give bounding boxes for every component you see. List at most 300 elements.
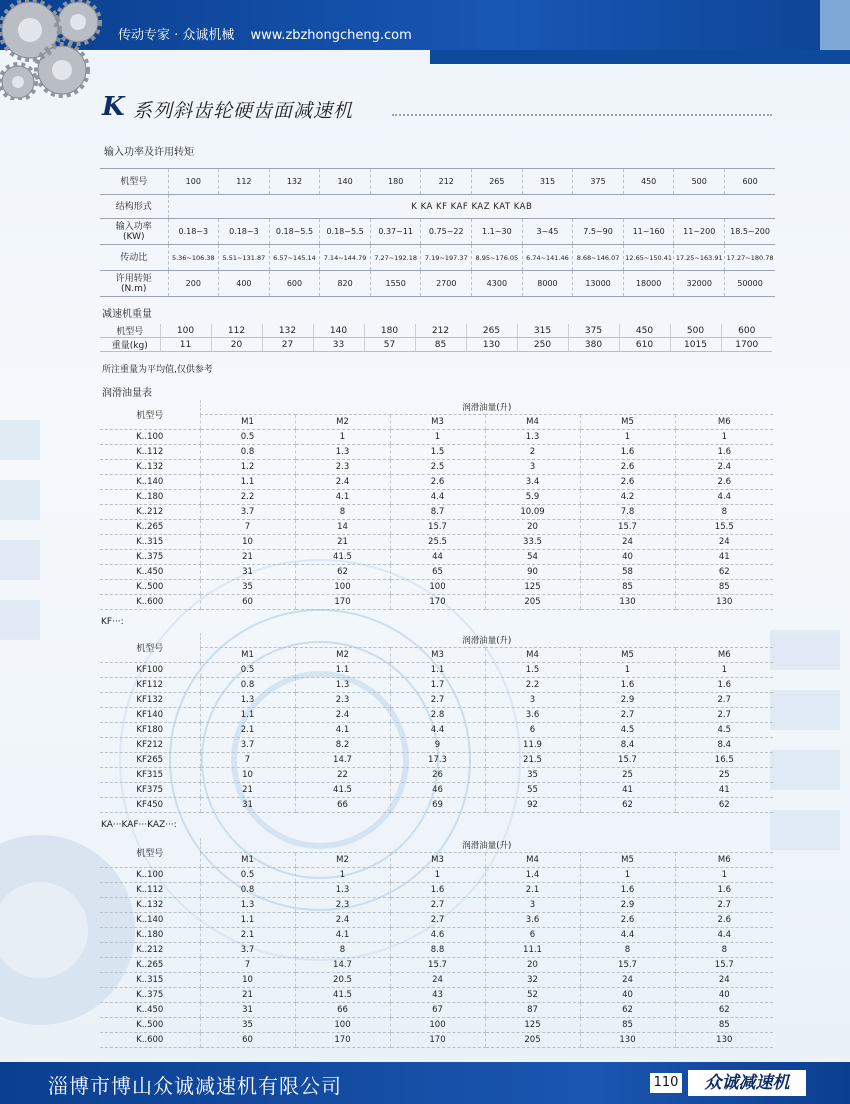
oil-value-cell: 205 [485, 595, 580, 610]
oil-value-cell: 20 [485, 958, 580, 973]
table-row [100, 678, 773, 693]
table-row [100, 475, 773, 490]
oil-value-cell: 2.6 [580, 475, 675, 490]
table-row [100, 550, 773, 565]
oil-value-cell: 1.1 [200, 708, 295, 723]
oil-value-cell: 85 [675, 580, 773, 595]
oil-value-cell: 8.2 [295, 738, 390, 753]
position-header: M6 [675, 648, 773, 663]
position-header: M4 [485, 648, 580, 663]
oil-model-cell: K..315 [100, 973, 200, 988]
oil-value-cell: 21 [200, 783, 295, 798]
power-model-cell: 212 [421, 169, 472, 195]
oil-value-cell: 8 [580, 943, 675, 958]
oil-value-cell: 2.7 [580, 708, 675, 723]
oil-value-cell: 1 [390, 868, 485, 883]
oil-value-cell: 25 [675, 768, 773, 783]
gears-icon [0, 0, 120, 100]
oil-value-cell: 66 [295, 1003, 390, 1018]
oil-value-cell: 10 [200, 973, 295, 988]
table-row [100, 883, 773, 898]
oil-amount-header: 润滑油量(升) [200, 633, 773, 648]
weight-cell: 20 [211, 338, 262, 352]
oil-value-cell: 2.9 [580, 693, 675, 708]
oil-model-cell: KF265 [100, 753, 200, 768]
table-row [100, 738, 773, 753]
oil-value-cell: 2.7 [675, 898, 773, 913]
oil-position-row [100, 648, 773, 663]
weight-table [100, 324, 772, 352]
position-header: M6 [675, 415, 773, 430]
oil-value-cell: 130 [675, 1033, 773, 1048]
table-row [100, 708, 773, 723]
power-cell: 0.18~3 [219, 219, 270, 245]
oil-value-cell: 170 [390, 595, 485, 610]
oil-value-cell: 130 [580, 595, 675, 610]
oil-value-cell: 4.4 [390, 490, 485, 505]
oil-value-cell: 66 [295, 798, 390, 813]
header-text [118, 24, 412, 43]
position-header: M2 [295, 648, 390, 663]
oil-value-cell: 92 [485, 798, 580, 813]
oil-value-cell: 2 [485, 445, 580, 460]
oil-value-cell: 32 [485, 973, 580, 988]
oil-value-cell: 1.3 [200, 693, 295, 708]
oil-value-cell: 31 [200, 565, 295, 580]
oil-value-cell: 25.5 [390, 535, 485, 550]
table-row [100, 928, 773, 943]
oil-value-cell: 15.7 [580, 958, 675, 973]
table-row [100, 753, 773, 768]
oil-table [100, 400, 773, 610]
oil-value-cell: 1.1 [390, 663, 485, 678]
ratio-cell: 7.19~197.37 [421, 245, 472, 271]
oil-value-cell: 0.5 [200, 430, 295, 445]
weight-model-cell: 375 [568, 324, 619, 338]
oil-value-cell: 1.3 [200, 898, 295, 913]
footer-brand: 众诚减速机 [688, 1070, 806, 1096]
oil-value-cell: 8 [675, 505, 773, 520]
oil-value-cell: 10 [200, 535, 295, 550]
weight-heading: 减速机重量 [102, 309, 152, 320]
oil-amount-header: 润滑油量(升) [200, 400, 773, 415]
oil-value-cell: 1.5 [485, 663, 580, 678]
oil-value-cell: 14.7 [295, 958, 390, 973]
oil-model-cell: K..112 [100, 883, 200, 898]
oil-value-cell: 1.4 [485, 868, 580, 883]
title-dotted-rule [392, 114, 772, 116]
weight-cell: 250 [517, 338, 568, 352]
header-accent [820, 0, 850, 50]
oil-value-cell: 21 [295, 535, 390, 550]
oil-model-cell: K..265 [100, 520, 200, 535]
torque-label [100, 271, 168, 297]
oil-value-cell: 24 [580, 535, 675, 550]
oil-value-cell: 24 [675, 535, 773, 550]
position-header: M1 [200, 648, 295, 663]
oil-value-cell: 4.4 [675, 490, 773, 505]
oil-value-cell: 100 [295, 1018, 390, 1033]
oil-model-cell: K..600 [100, 595, 200, 610]
oil-value-cell: 0.5 [200, 868, 295, 883]
oil-value-cell: 1.6 [580, 445, 675, 460]
oil-value-cell: 2.1 [485, 883, 580, 898]
oil-value-cell: 1 [390, 430, 485, 445]
oil-model-cell: KF140 [100, 708, 200, 723]
oil-value-cell: 25 [580, 768, 675, 783]
weight-model-cell: 112 [211, 324, 262, 338]
torque-cell: 2700 [421, 271, 472, 297]
position-header: M5 [580, 415, 675, 430]
power-label [100, 219, 168, 245]
oil-value-cell: 1 [580, 868, 675, 883]
torque-cell: 600 [269, 271, 320, 297]
oil-model-cell: K..212 [100, 505, 200, 520]
power-model-cell: 375 [573, 169, 624, 195]
oil-value-cell: 1.5 [390, 445, 485, 460]
position-header: M1 [200, 853, 295, 868]
power-cell: 0.75~22 [421, 219, 472, 245]
power-cell: 0.18~3 [168, 219, 219, 245]
oil-value-cell: 7.8 [580, 505, 675, 520]
torque-cell: 50000 [725, 271, 776, 297]
oil-value-cell: 31 [200, 1003, 295, 1018]
oil-value-cell: 1 [675, 868, 773, 883]
oil-value-cell: 4.4 [675, 928, 773, 943]
oil-value-cell: 2.7 [390, 913, 485, 928]
oil-value-cell: 4.1 [295, 490, 390, 505]
weight-cell: 380 [568, 338, 619, 352]
oil-value-cell: 4.5 [675, 723, 773, 738]
power-cell: 11~200 [674, 219, 725, 245]
oil-value-cell: 2.9 [580, 898, 675, 913]
oil-value-cell: 2.2 [485, 678, 580, 693]
oil-value-cell: 17.3 [390, 753, 485, 768]
oil-model-cell: KF375 [100, 783, 200, 798]
power-model-row [100, 169, 775, 195]
table-row [100, 460, 773, 475]
oil-value-cell: 3.7 [200, 738, 295, 753]
oil-model-cell: KF132 [100, 693, 200, 708]
oil-value-cell: 4.4 [390, 723, 485, 738]
oil-value-cell: 0.8 [200, 883, 295, 898]
oil-value-cell: 33.5 [485, 535, 580, 550]
table-row [100, 988, 773, 1003]
position-header: M5 [580, 853, 675, 868]
oil-value-cell: 100 [390, 580, 485, 595]
oil-value-cell: 41 [675, 783, 773, 798]
ratio-cell: 5.36~106.38 [168, 245, 219, 271]
oil-model-cell: KF180 [100, 723, 200, 738]
oil-value-cell: 35 [485, 768, 580, 783]
oil-value-cell: 60 [200, 595, 295, 610]
position-header: M4 [485, 853, 580, 868]
weight-cell: 610 [619, 338, 670, 352]
oil-value-cell: 26 [390, 768, 485, 783]
power-model-cell: 450 [623, 169, 674, 195]
oil-value-cell: 52 [485, 988, 580, 1003]
oil-value-cell: 85 [580, 580, 675, 595]
structure-value: K KA KF KAF KAZ KAT KAB [168, 195, 775, 219]
oil-value-cell: 40 [580, 988, 675, 1003]
power-label-2: (KW) [122, 231, 145, 242]
table-row [100, 490, 773, 505]
weight-model-cell: 140 [313, 324, 364, 338]
oil-value-cell: 46 [390, 783, 485, 798]
oil-value-cell: 10.09 [485, 505, 580, 520]
table-row [100, 663, 773, 678]
oil-value-cell: 1 [580, 663, 675, 678]
power-table [100, 168, 775, 297]
table-row [100, 768, 773, 783]
weight-note: 所注重量为平均值,仅供参考 [102, 365, 213, 375]
oil-value-cell: 2.6 [675, 913, 773, 928]
oil-value-cell: 170 [295, 1033, 390, 1048]
power-cell: 0.18~5.5 [269, 219, 320, 245]
table-row [100, 798, 773, 813]
oil-value-cell: 100 [390, 1018, 485, 1033]
oil-value-cell: 1.3 [485, 430, 580, 445]
oil-value-cell: 41.5 [295, 783, 390, 798]
weight-label: 重量(kg) [100, 338, 160, 352]
oil-model-cell: K..132 [100, 898, 200, 913]
power-model-cell: 100 [168, 169, 219, 195]
oil-position-row [100, 415, 773, 430]
oil-value-cell: 15.5 [675, 520, 773, 535]
oil-value-cell: 1.6 [580, 678, 675, 693]
oil-model-cell: K..100 [100, 868, 200, 883]
oil-model-cell: K..180 [100, 928, 200, 943]
oil-value-cell: 87 [485, 1003, 580, 1018]
torque-cell: 32000 [674, 271, 725, 297]
table-row [100, 943, 773, 958]
oil-value-cell: 2.5 [390, 460, 485, 475]
oil-value-cell: 4.5 [580, 723, 675, 738]
table-row [100, 595, 773, 610]
oil-value-cell: 3.7 [200, 943, 295, 958]
table-row [100, 520, 773, 535]
oil-header-row [100, 633, 773, 648]
table-row [100, 430, 773, 445]
oil-value-cell: 2.3 [295, 460, 390, 475]
oil-value-cell: 0.8 [200, 678, 295, 693]
weight-model-cell: 180 [364, 324, 415, 338]
oil-value-cell: 7 [200, 520, 295, 535]
title-text: 系列斜齿轮硬齿面减速机 [133, 100, 354, 122]
power-model-cell: 140 [320, 169, 371, 195]
oil-value-cell: 1 [675, 430, 773, 445]
oil-value-cell: 21.5 [485, 753, 580, 768]
oil-value-cell: 15.7 [675, 958, 773, 973]
oil-value-cell: 60 [200, 1033, 295, 1048]
oil-value-cell: 2.6 [580, 913, 675, 928]
oil-value-cell: 1.6 [580, 883, 675, 898]
ratio-cell: 12.65~150.41 [623, 245, 674, 271]
oil-value-cell: 4.1 [295, 723, 390, 738]
weight-model-row [100, 324, 772, 338]
oil-value-cell: 2.7 [675, 708, 773, 723]
oil-value-cell: 2.1 [200, 928, 295, 943]
oil-value-cell: 1.6 [675, 445, 773, 460]
position-header: M5 [580, 648, 675, 663]
oil-value-cell: 8.8 [390, 943, 485, 958]
power-cell: 18.5~200 [725, 219, 776, 245]
oil-value-cell: 170 [295, 595, 390, 610]
power-model-cell: 180 [370, 169, 421, 195]
oil-value-cell: 20 [485, 520, 580, 535]
ratio-cell: 17.27~180.78 [725, 245, 776, 271]
oil-value-cell: 1.1 [295, 663, 390, 678]
oil-value-cell: 4.4 [580, 928, 675, 943]
oil-value-cell: 3 [485, 693, 580, 708]
oil-value-cell: 41.5 [295, 550, 390, 565]
oil-value-cell: 35 [200, 580, 295, 595]
oil-model-cell: K..140 [100, 913, 200, 928]
oil-value-cell: 24 [675, 973, 773, 988]
oil-value-cell: 1.7 [390, 678, 485, 693]
oil-model-cell: K..450 [100, 1003, 200, 1018]
weight-model-cell: 450 [619, 324, 670, 338]
power-cell: 1.1~30 [472, 219, 523, 245]
oil-value-cell: 1.2 [200, 460, 295, 475]
table-row [100, 1003, 773, 1018]
oil-model-cell: KF315 [100, 768, 200, 783]
oil-value-cell: 205 [485, 1033, 580, 1048]
oil-value-cell: 40 [675, 988, 773, 1003]
torque-cell: 13000 [573, 271, 624, 297]
oil-value-cell: 54 [485, 550, 580, 565]
oil-model-cell: K..132 [100, 460, 200, 475]
oil-value-cell: 2.4 [675, 460, 773, 475]
oil-position-row [100, 853, 773, 868]
oil-value-cell: 69 [390, 798, 485, 813]
oil-value-cell: 11.1 [485, 943, 580, 958]
header-url: www.zbzhongcheng.com [250, 28, 412, 43]
oil-value-cell: 3 [485, 898, 580, 913]
oil-value-cell: 2.4 [295, 708, 390, 723]
title-letter: K [102, 92, 125, 122]
table-row [100, 693, 773, 708]
oil-value-cell: 0.5 [200, 663, 295, 678]
table-row [100, 723, 773, 738]
oil-value-cell: 3.4 [485, 475, 580, 490]
torque-cell: 200 [168, 271, 219, 297]
ratio-cell: 7.27~192.18 [370, 245, 421, 271]
oil-model-cell: K..375 [100, 550, 200, 565]
oil-value-cell: 62 [675, 1003, 773, 1018]
page-footer [0, 1062, 850, 1104]
oil-value-cell: 8.4 [580, 738, 675, 753]
oil-value-cell: 21 [200, 550, 295, 565]
oil-value-cell: 15.7 [390, 520, 485, 535]
oil-value-cell: 100 [295, 580, 390, 595]
oil-model-header: 机型号 [100, 633, 200, 663]
oil-header-row [100, 838, 773, 853]
power-model-cell: 265 [472, 169, 523, 195]
oil-value-cell: 41.5 [295, 988, 390, 1003]
oil-value-cell: 8.4 [675, 738, 773, 753]
position-header: M4 [485, 415, 580, 430]
table-row [100, 565, 773, 580]
oil-value-cell: 2.6 [675, 475, 773, 490]
oil-value-cell: 55 [485, 783, 580, 798]
footer-company: 淄博市博山众诚减速机有限公司 [48, 1074, 342, 1098]
table-row [100, 505, 773, 520]
oil-value-cell: 24 [390, 973, 485, 988]
oil-value-cell: 14.7 [295, 753, 390, 768]
torque-cell: 4300 [472, 271, 523, 297]
structure-row [100, 195, 775, 219]
oil-value-cell: 5.9 [485, 490, 580, 505]
oil-value-cell: 2.6 [390, 475, 485, 490]
weight-model-cell: 132 [262, 324, 313, 338]
oil-model-cell: KF450 [100, 798, 200, 813]
torque-label-1: 许用转矩 [115, 273, 152, 284]
power-model-cell: 112 [219, 169, 270, 195]
oil-value-cell: 1 [295, 430, 390, 445]
oil-value-cell: 2.7 [675, 693, 773, 708]
oil-value-cell: 4.2 [580, 490, 675, 505]
oil-value-cell: 1.3 [295, 883, 390, 898]
oil-value-cell: 8 [295, 505, 390, 520]
oil-model-cell: K..212 [100, 943, 200, 958]
oil-value-cell: 1.3 [295, 678, 390, 693]
oil-value-cell: 1.1 [200, 913, 295, 928]
page-number: 110 [650, 1073, 682, 1093]
oil-model-cell: K..500 [100, 580, 200, 595]
weight-model-cell: 600 [721, 324, 772, 338]
power-cell: 3~45 [522, 219, 573, 245]
position-header: M3 [390, 853, 485, 868]
oil-model-cell: K..140 [100, 475, 200, 490]
power-heading: 输入功率及许用转矩 [104, 147, 194, 158]
oil-value-cell: 62 [580, 1003, 675, 1018]
ratio-cell: 6.57~145.14 [269, 245, 320, 271]
oil-value-cell: 90 [485, 565, 580, 580]
oil-table [100, 838, 773, 1048]
oil-value-cell: 2.1 [200, 723, 295, 738]
power-model-cell: 132 [269, 169, 320, 195]
oil-value-cell: 15.7 [580, 520, 675, 535]
oil-value-cell: 62 [675, 798, 773, 813]
oil-value-cell: 4.6 [390, 928, 485, 943]
oil-value-cell: 8.7 [390, 505, 485, 520]
table-row [100, 913, 773, 928]
ratio-cell: 8.68~146.07 [573, 245, 624, 271]
oil-value-cell: 41 [580, 783, 675, 798]
oil-value-cell: 62 [580, 798, 675, 813]
weight-cell: 33 [313, 338, 364, 352]
oil-value-cell: 1 [580, 430, 675, 445]
ka-label: KA···KAF···KAZ···: [101, 820, 177, 830]
weight-model-cell: 500 [670, 324, 721, 338]
oil-model-header: 机型号 [100, 838, 200, 868]
oil-value-cell: 14 [295, 520, 390, 535]
oil-value-cell: 11.9 [485, 738, 580, 753]
oil-model-cell: KF212 [100, 738, 200, 753]
oil-value-cell: 2.7 [390, 898, 485, 913]
header-slogan: 传动专家 · 众诚机械 [118, 28, 235, 43]
oil-value-cell: 2.4 [295, 913, 390, 928]
oil-value-cell: 20.5 [295, 973, 390, 988]
ratio-cell: 6.74~141.46 [522, 245, 573, 271]
torque-label-2: (N.m) [121, 283, 147, 294]
oil-model-cell: KF100 [100, 663, 200, 678]
oil-value-cell: 65 [390, 565, 485, 580]
oil-value-cell: 0.8 [200, 445, 295, 460]
oil-value-cell: 62 [295, 565, 390, 580]
oil-value-cell: 170 [390, 1033, 485, 1048]
